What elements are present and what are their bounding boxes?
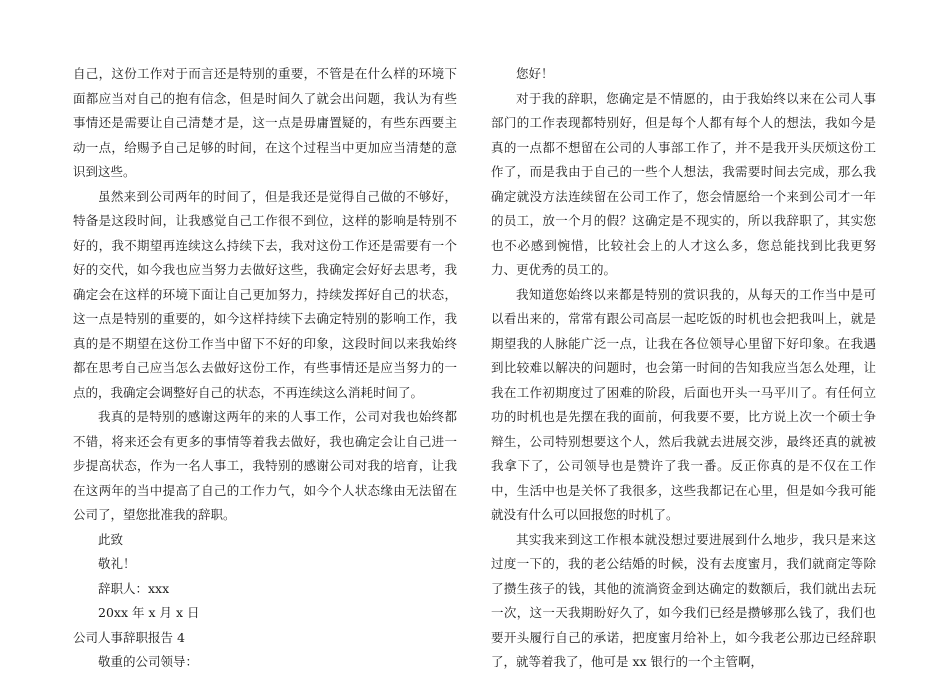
section-title: 公司人事辞职报告 4: [73, 629, 185, 645]
closing-line: 此致: [98, 531, 124, 547]
paragraph: 我真的是特别的感谢这两年的来的人事工作，公司对我也始终都不错，将来还会有更多的事情等着我去做好，我也确定会让自己进一步提高状态，作为一名人事工，我特别的感谢公司对我的培育，让我在这两年的当中提高了自己的工作力气，如今个人状态缘由无法留在公司了，望您批准我的辞职。: [73, 409, 457, 522]
right-column: [491, 62, 876, 675]
paragraph: 虽然来到公司两年的时间了，但是我还是觉得自己做的不够好，特备是这段时间，让我感觉自己工作很不到位，这样的影响是特别不好的，我不期望再连续这么持续下去，我对这份工作还是需要有一个好的交代，如今我也应当努力去做好这些，我确定会好好去思考，我确定会在这样的环境下面让自己更加努力，持续发挥好自己的状态，这一点是特别的重要的，如今这样持续下去确定特别的影响工作，我真的是不期望在这份工作当中留下不好的印象，这段时间以来我始终都在思考自己应当怎么去做好这份工作，有些事情还是应当努力的一点的，我确定会调整好自己的状态，不再连续这么消耗时间了。: [73, 188, 457, 400]
closing-line: 敬礼！: [98, 556, 136, 571]
greeting: 您好！: [516, 66, 554, 81]
date: 20xx 年 x 月 x 日: [98, 605, 200, 620]
paragraph: 对于我的辞职，您确定是不情愿的，由于我始终以来在公司人事部门的工作表现都特别好，但是每个人都有每个人的想法，我如今是真的一点都不想留在公司的人事部工作了，并不是我开头厌烦这份工作了，而是我由于自己的一些个人想法，我需要时间去完成，那么我确定就没方法连续留在公司工作了，您会情愿给一个来到公司才一年的员工，放一个月的假？这确定是不现实的，所以我辞职了，其实您也不必感到惋惜，比较社会上的人才这么多，您总能找到比我更努力、更优秀的员工的。: [491, 90, 876, 277]
paragraph: 其实我来到这工作根本就没想过要进展到什么地步，我只是来这过度一下的，我的老公结婚的时候，没有去度蜜月，我们就商定等除了攒生孩子的钱，其他的流淌资金到达确定的数额后，我们就出去玩一次，这一天我期盼好久了，如今我们已经是攒够那么钱了，我们也要开头履行自己的承诺，把度蜜月给补上，如今我老公那边已经辞职了，就等着我了，他可是 xx 银行的一个主管啊，: [491, 531, 876, 669]
paragraph: 自己，这份工作对于而言还是特别的重要，不管是在什么样的环境下面都应当对自己的抱有信念，但是时间久了就会出问题，我认为有些事情还是需要让自己清楚才是，这一点是毋庸置疑的，有些东西要主动一点，给赐予自己足够的时间，在这个过程当中更加应当清楚的意识到这些。: [73, 66, 457, 179]
signer: 辞职人：xxx: [98, 580, 170, 596]
salutation: 敬重的公司领导：: [98, 654, 199, 669]
left-column: [73, 62, 457, 675]
paragraph: 我知道您始终以来都是特别的赏识我的，从每天的工作当中是可以看出来的，常常有跟公司高层一起吃饭的时机也会把我叫上，就是期望我的人脉能广泛一点，让我在各位领导心里留下好印象。在我遇到比较难以解决的问题时，也会第一时间的告知我应当怎么处理，让我在工作初期度过了困难的阶段，后面也开头一马平川了。有任何立功的时机也是先摆在我的面前，何我要不要，比方说上次一个硕士争辩生，公司特别想要这个人，然后我就去进展交涉，最终还真的就被我拿下了，公司领导也是赞许了我一番。反正你真的是不仅在工作中，生活中也是关怀了我很多，这些我都记在心里，但是如今我可能就没有什么可以回报您的时机了。: [491, 286, 876, 522]
